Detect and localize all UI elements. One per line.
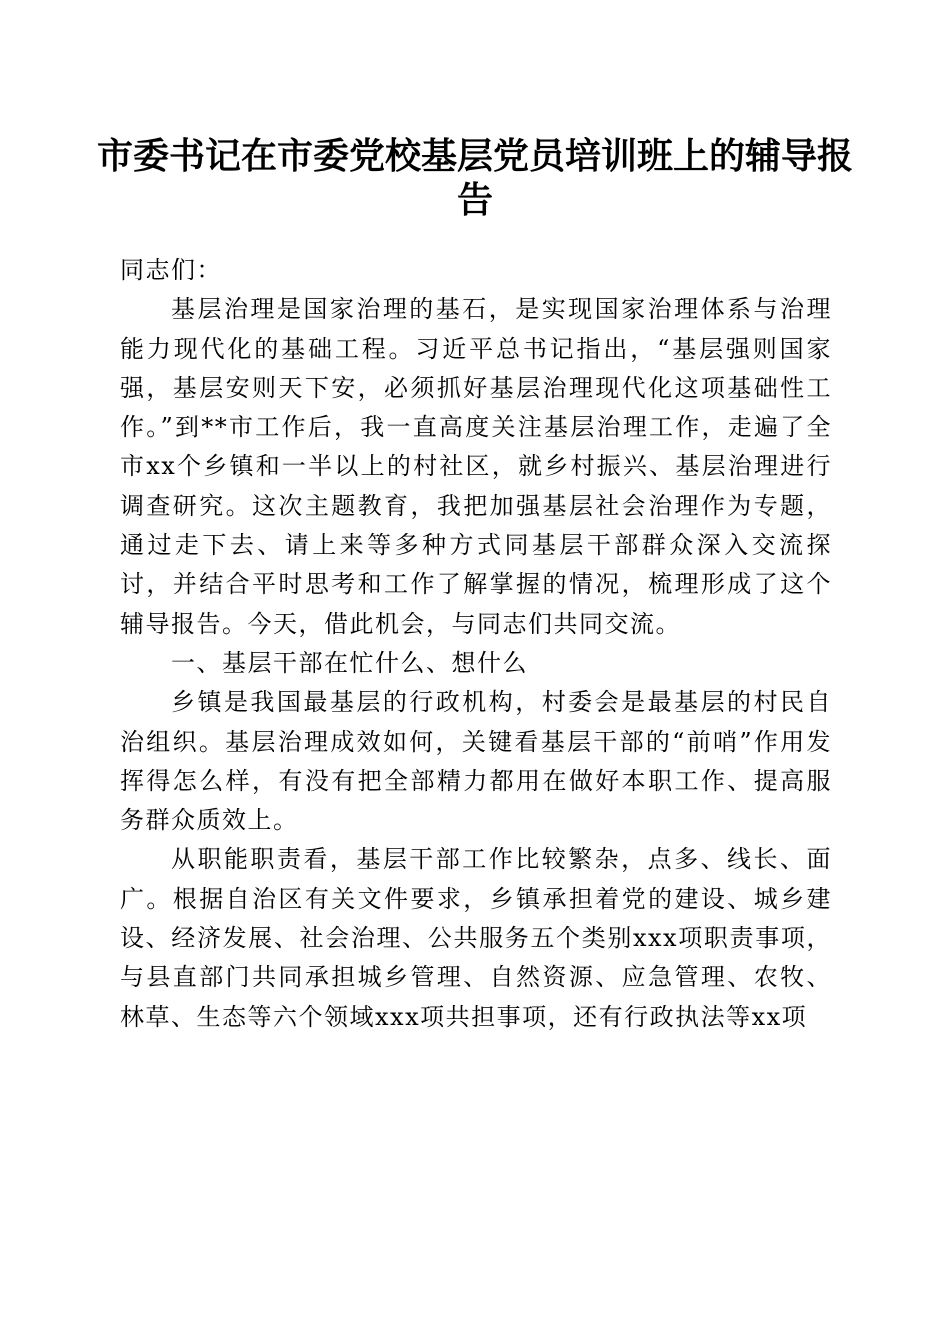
salutation: 同志们：	[120, 256, 222, 284]
document-body	[120, 251, 832, 1037]
intro-paragraph: 基层治理是国家治理的基石，是实现国家治理体系与治理能力现代化的基础工程。习近平总书记指出，“基层强则国家强，基层安则天下安，必须抓好基层治理现代化这项基础性工作。”到**市工作后，我一直高度关注基层治理工作，走遍了全市xx个乡镇和一半以上的村社区，就乡村振兴、基层治理进行调查研究。这次主题教育，我把加强基层社会治理作为专题，通过走下去、请上来等多种方式同基层干部群众深入交流探讨，并结合平时思考和工作了解掌握的情况，梳理形成了这个辅导报告。今天，借此机会，与同志们共同交流。	[120, 295, 832, 638]
section-1-paragraph: 从职能职责看，基层干部工作比较繁杂，点多、线长、面广。根据自治区有关文件要求，乡镇承担着党的建设、城乡建设、经济发展、社会治理、公共服务五个类别xxx项职责事项，与县直部门共同承担城乡管理、自然资源、应急管理、农牧、林草、生态等六个领域xxx项共担事项，还有行政执法等xx项	[120, 845, 832, 1031]
section-1-paragraph: 乡镇是我国最基层的行政机构，村委会是最基层的村民自治组织。基层治理成效如何，关键看基层干部的“前哨”作用发挥得怎么样，有没有把全部精力都用在做好本职工作、提高服务群众质效上。	[120, 688, 832, 835]
section-heading-1: 一、基层干部在忙什么、想什么	[171, 648, 528, 677]
document-title: 市委书记在市委党校基层党员培训班上的辅导报告	[96, 135, 853, 221]
